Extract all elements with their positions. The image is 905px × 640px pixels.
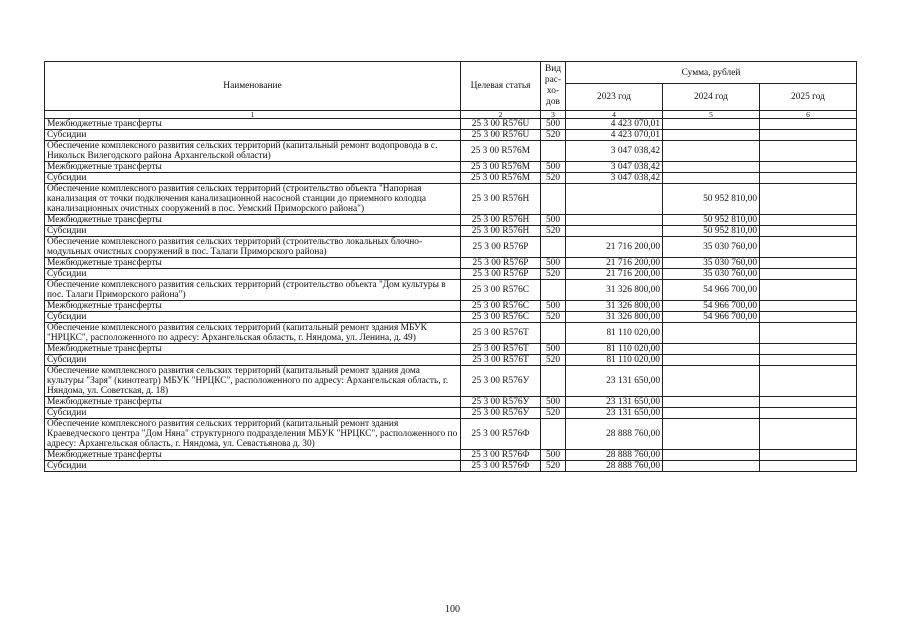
row-vid — [541, 141, 566, 162]
row-vid: 520 — [541, 408, 566, 419]
table-row — [45, 184, 857, 215]
table-row — [45, 119, 857, 130]
table-row — [45, 130, 857, 141]
row-name: Субсидии — [45, 461, 461, 472]
header-2024: 2024 год — [663, 84, 760, 111]
row-name: Субсидии — [45, 269, 461, 280]
row-sum-2023: 81 110 020,00 — [566, 323, 663, 344]
row-name: Обеспечение комплексного развития сельских территорий (капитальный ремонт здания МБУК "НРЦКС", расположенного по адресу: Архангельская область, г. Няндома, ул. Ленина, д. 49) — [45, 323, 461, 344]
row-name: Межбюджетные трансферты — [45, 344, 461, 355]
header-sum: Сумма, рублей — [566, 62, 857, 84]
row-name: Обеспечение комплексного развития сельских территорий (капитальный ремонт водопровода в с. Никольск Вилегодского района Архангельской области) — [45, 141, 461, 162]
row-vid: 500 — [541, 344, 566, 355]
row-vid — [541, 184, 566, 215]
row-sum-2023: 31 326 800,00 — [566, 301, 663, 312]
table-row — [45, 344, 857, 355]
table-row — [45, 173, 857, 184]
row-sum-2023: 31 326 800,00 — [566, 312, 663, 323]
row-name: Межбюджетные трансферты — [45, 162, 461, 173]
row-code: 25 3 00 R576C — [461, 280, 541, 301]
table-row — [45, 141, 857, 162]
row-sum-2024: 54 966 700,00 — [663, 312, 760, 323]
table-row — [45, 450, 857, 461]
row-sum-2025 — [760, 184, 857, 215]
row-sum-2024: 50 952 810,00 — [663, 226, 760, 237]
row-name: Субсидии — [45, 226, 461, 237]
row-name: Субсидии — [45, 130, 461, 141]
column-index: 2 — [461, 111, 541, 119]
row-name: Обеспечение комплексного развития сельских территорий (капитальный ремонт здания дома культуры "Заря" (кинотеатр) МБУК "НРЦКС", расположенного по адресу: Архангельская область, г. Няндома, ул. Советская, д. 18) — [45, 366, 461, 397]
row-sum-2025 — [760, 344, 857, 355]
row-sum-2023: 23 131 650,00 — [566, 397, 663, 408]
row-sum-2025 — [760, 130, 857, 141]
row-sum-2024 — [663, 141, 760, 162]
table-row — [45, 258, 857, 269]
row-sum-2025 — [760, 173, 857, 184]
row-vid — [541, 419, 566, 450]
row-sum-2023: 81 110 020,00 — [566, 355, 663, 366]
table-body — [45, 119, 857, 472]
row-sum-2023: 21 716 200,00 — [566, 258, 663, 269]
row-sum-2024 — [663, 366, 760, 397]
page-number: 100 — [445, 604, 460, 615]
row-vid: 500 — [541, 450, 566, 461]
row-vid: 520 — [541, 226, 566, 237]
row-name: Обеспечение комплексного развития сельских территорий (строительство локальных блочно-модульных очистных сооружений в пос. Талаги Приморского района) — [45, 237, 461, 258]
row-name: Межбюджетные трансферты — [45, 119, 461, 130]
row-name: Обеспечение комплексного развития сельских территорий (капитальный ремонт здания Краеведческого центра "Дом Няна" структурного подразделения МБУК "НРЦКС", расположенного по адресу: Архангельская область, г. Няндома, ул. Севастьянова д. 30) — [45, 419, 461, 450]
row-code: 25 3 00 R576H — [461, 184, 541, 215]
row-sum-2025 — [760, 226, 857, 237]
row-code: 25 3 00 R576У — [461, 366, 541, 397]
row-code: 25 3 00 R576M — [461, 162, 541, 173]
row-sum-2024 — [663, 461, 760, 472]
budget-table — [44, 61, 857, 472]
row-code: 25 3 00 R576T — [461, 344, 541, 355]
row-sum-2024 — [663, 408, 760, 419]
row-code: 25 3 00 R576U — [461, 130, 541, 141]
row-sum-2023: 3 047 038,42 — [566, 173, 663, 184]
row-sum-2025 — [760, 119, 857, 130]
row-sum-2024 — [663, 323, 760, 344]
column-index: 1 — [45, 111, 461, 119]
row-sum-2024: 35 030 760,00 — [663, 258, 760, 269]
row-vid: 500 — [541, 258, 566, 269]
row-name: Межбюджетные трансферты — [45, 258, 461, 269]
row-name: Обеспечение комплексного развития сельских территорий (строительство объекта "Дом культуры в пос. Талаги Приморского района") — [45, 280, 461, 301]
row-sum-2023: 28 888 760,00 — [566, 450, 663, 461]
row-sum-2025 — [760, 355, 857, 366]
row-vid — [541, 237, 566, 258]
table-row — [45, 280, 857, 301]
row-name: Межбюджетные трансферты — [45, 301, 461, 312]
row-vid: 520 — [541, 312, 566, 323]
table-row — [45, 269, 857, 280]
row-sum-2023: 31 326 800,00 — [566, 280, 663, 301]
table-row — [45, 461, 857, 472]
row-code: 25 3 00 R576P — [461, 269, 541, 280]
row-sum-2024: 54 966 700,00 — [663, 280, 760, 301]
row-sum-2024 — [663, 355, 760, 366]
row-name: Межбюджетные трансферты — [45, 450, 461, 461]
row-sum-2024 — [663, 119, 760, 130]
row-vid: 520 — [541, 173, 566, 184]
row-sum-2025 — [760, 215, 857, 226]
row-code: 25 3 00 R576P — [461, 237, 541, 258]
row-vid — [541, 280, 566, 301]
row-name: Субсидии — [45, 408, 461, 419]
row-sum-2025 — [760, 450, 857, 461]
row-code: 25 3 00 R576H — [461, 215, 541, 226]
row-sum-2023: 81 110 020,00 — [566, 344, 663, 355]
row-vid — [541, 323, 566, 344]
row-sum-2023 — [566, 226, 663, 237]
row-sum-2024 — [663, 162, 760, 173]
row-code: 25 3 00 R576P — [461, 258, 541, 269]
row-sum-2023 — [566, 184, 663, 215]
header-code: Целевая статья — [461, 62, 541, 111]
row-code: 25 3 00 R576H — [461, 226, 541, 237]
row-code: 25 3 00 R576U — [461, 119, 541, 130]
row-sum-2024 — [663, 419, 760, 450]
row-sum-2025 — [760, 280, 857, 301]
row-vid: 500 — [541, 301, 566, 312]
row-name: Субсидии — [45, 173, 461, 184]
row-code: 25 3 00 R576M — [461, 141, 541, 162]
table-row — [45, 419, 857, 450]
row-code: 25 3 00 R576T — [461, 355, 541, 366]
row-sum-2024: 54 966 700,00 — [663, 301, 760, 312]
table-row — [45, 366, 857, 397]
row-sum-2023: 28 888 760,00 — [566, 419, 663, 450]
table-row — [45, 355, 857, 366]
row-sum-2025 — [760, 461, 857, 472]
table-row — [45, 226, 857, 237]
table-row — [45, 397, 857, 408]
row-vid: 520 — [541, 355, 566, 366]
row-sum-2025 — [760, 269, 857, 280]
row-sum-2025 — [760, 312, 857, 323]
row-sum-2024 — [663, 344, 760, 355]
column-index: 5 — [663, 111, 760, 119]
row-vid: 520 — [541, 269, 566, 280]
row-sum-2024 — [663, 173, 760, 184]
row-vid: 500 — [541, 215, 566, 226]
row-name: Межбюджетные трансферты — [45, 215, 461, 226]
row-sum-2025 — [760, 366, 857, 397]
row-sum-2023: 3 047 038,42 — [566, 141, 663, 162]
row-sum-2023: 28 888 760,00 — [566, 461, 663, 472]
header-2023: 2023 год — [566, 84, 663, 111]
row-sum-2023: 23 131 650,00 — [566, 408, 663, 419]
row-sum-2023: 3 047 038,42 — [566, 162, 663, 173]
row-vid: 520 — [541, 461, 566, 472]
header-vid: Вид рас-хо-дов — [541, 62, 566, 111]
column-index: 3 — [541, 111, 566, 119]
table-row — [45, 162, 857, 173]
row-code: 25 3 00 R576T — [461, 323, 541, 344]
row-sum-2025 — [760, 141, 857, 162]
row-vid — [541, 366, 566, 397]
row-code: 25 3 00 R576У — [461, 408, 541, 419]
row-sum-2024 — [663, 450, 760, 461]
row-sum-2025 — [760, 162, 857, 173]
table-row — [45, 237, 857, 258]
row-code: 25 3 00 R576У — [461, 397, 541, 408]
header-name: Наименование — [45, 62, 461, 111]
header-2025: 2025 год — [760, 84, 857, 111]
row-sum-2025 — [760, 397, 857, 408]
table-header — [45, 62, 857, 119]
row-sum-2023: 4 423 070,01 — [566, 130, 663, 141]
row-sum-2023 — [566, 215, 663, 226]
row-sum-2025 — [760, 301, 857, 312]
table-row — [45, 312, 857, 323]
row-sum-2025 — [760, 408, 857, 419]
row-sum-2025 — [760, 237, 857, 258]
row-sum-2024: 50 952 810,00 — [663, 215, 760, 226]
table-row — [45, 301, 857, 312]
table-row — [45, 408, 857, 419]
row-code: 25 3 00 R576M — [461, 173, 541, 184]
row-vid: 500 — [541, 397, 566, 408]
row-sum-2024: 35 030 760,00 — [663, 269, 760, 280]
row-code: 25 3 00 R576Ф — [461, 450, 541, 461]
column-index-row — [45, 111, 857, 119]
row-vid: 520 — [541, 130, 566, 141]
row-code: 25 3 00 R576C — [461, 312, 541, 323]
column-index: 4 — [566, 111, 663, 119]
column-index: 6 — [760, 111, 857, 119]
row-sum-2025 — [760, 419, 857, 450]
row-sum-2023: 23 131 650,00 — [566, 366, 663, 397]
row-sum-2024 — [663, 397, 760, 408]
row-sum-2025 — [760, 323, 857, 344]
row-sum-2024: 50 952 810,00 — [663, 184, 760, 215]
row-name: Субсидии — [45, 312, 461, 323]
row-sum-2025 — [760, 258, 857, 269]
row-sum-2023: 4 423 070,01 — [566, 119, 663, 130]
row-sum-2023: 21 716 200,00 — [566, 269, 663, 280]
row-code: 25 3 00 R576Ф — [461, 419, 541, 450]
row-sum-2024 — [663, 130, 760, 141]
table-row — [45, 323, 857, 344]
table-row — [45, 215, 857, 226]
row-sum-2024: 35 030 760,00 — [663, 237, 760, 258]
row-name: Межбюджетные трансферты — [45, 397, 461, 408]
row-vid: 500 — [541, 162, 566, 173]
row-code: 25 3 00 R576Ф — [461, 461, 541, 472]
row-sum-2023: 21 716 200,00 — [566, 237, 663, 258]
row-code: 25 3 00 R576C — [461, 301, 541, 312]
row-vid: 500 — [541, 119, 566, 130]
row-name: Обеспечение комплексного развития сельских территорий (строительство объекта "Напорная канализация от точки подключения канализационной насосной станции до приемного колодца канализационных очистных сооружений в пос. Уемский Приморского района") — [45, 184, 461, 215]
row-name: Субсидии — [45, 355, 461, 366]
